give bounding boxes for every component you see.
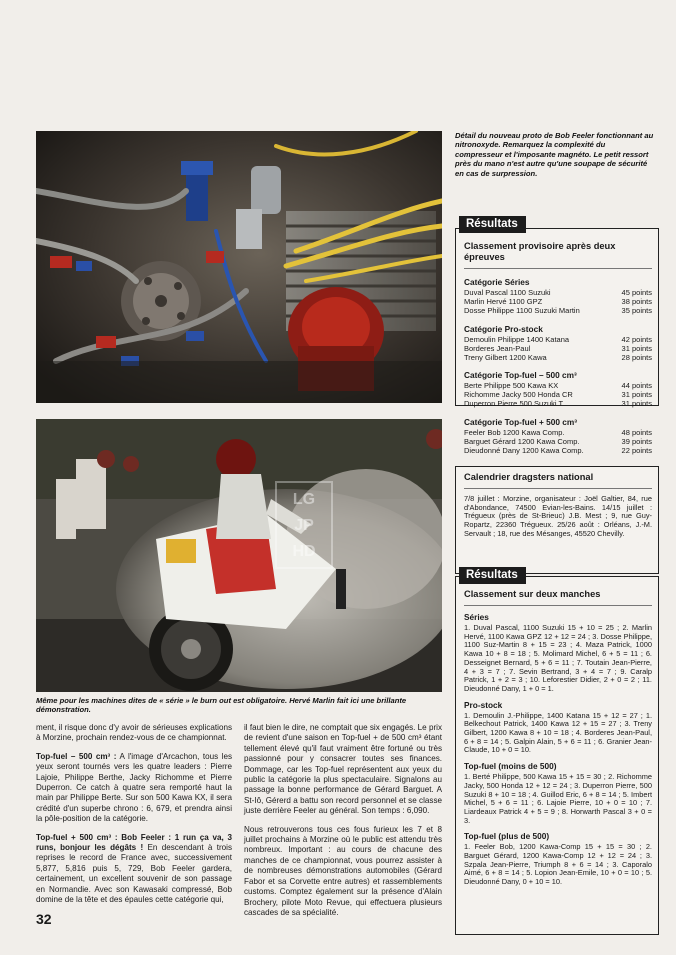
- page-number: 32: [36, 911, 52, 927]
- rider-name: Marlin Hervé 1100 GPZ: [464, 296, 543, 306]
- rider-name: Berte Philippe 500 Kawa KX: [464, 381, 559, 391]
- results-box-standings: [455, 218, 659, 455]
- rider-points: 38 points: [621, 296, 652, 306]
- burnout-photo: [36, 419, 442, 692]
- results-section: [464, 831, 652, 887]
- rider-points: 44 points: [621, 381, 652, 391]
- article-column-2: [244, 723, 442, 926]
- standings-category: [464, 417, 652, 456]
- results-tag: Résultats: [459, 567, 526, 584]
- section-text: 1. Berté Philippe, 500 Kawa 15 + 15 = 30 ; 2. Richomme Jacky, 500 Honda 12 + 12 = 24 ; 3. Duperron Pierre, 500 Suzuki 8 + 10 = 18 ; 4. Guillod Eric, 6 + 8 = 14 ; 5. Imbert Michel, 5 + 6 = 11 ; 6. Lajoie Pierre, 10 + 0 = 10 ; 7. Liardeaux Patrick 4 + 5 = 9 ; 8. Horwarth Pascal 3 + 0 = 3.: [464, 772, 652, 825]
- category-title: Catégorie Top-fuel – 500 cm³: [464, 370, 577, 381]
- rider-points: 39 points: [621, 437, 652, 447]
- results-section: [464, 761, 652, 825]
- section-title: Top-fuel (moins de 500): [464, 761, 557, 772]
- rider-name: Richomme Jacky 500 Honda CR: [464, 390, 573, 400]
- section-text: 1. Demoulin J.-Philippe, 1400 Katana 15 + 12 = 27 ; 1. Belkechout Patrick, 1400 Kawa 12 + 15 = 27 ; 3. Treny Gilbert, 1200 Kawa 8 + 10 = 18 ; 4. Borderes Jean-Paul, 6 + 8 = 14 ; 5. Galpin Alain, 5 + 6 = 11 ; 6. Granier Jean-Claude, 10 + 0 = 10.: [464, 710, 652, 755]
- rider-points: 48 points: [621, 428, 652, 438]
- rider-name: Duval Pascal 1100 Suzuki: [464, 288, 551, 297]
- photo-caption-burnout: Même pour les machines dites de « série » le burn out est obligatoire. Hervé Marlin fait ici une brillante démonstration.: [36, 696, 407, 715]
- section-text: 1. Duval Pascal, 1100 Suzuki 15 + 10 = 25 ; 2. Marlin Hervé, 1100 Kawa GPZ 12 + 12 = 24 ; 3. Dosse Philippe, 1100 Suz-Martin 8 + 15 = 23 ; 4. Maza Patrick, 1000 Kawa 10 + 8 = 18 ; 5. Molimard Michel, 6 + 5 = 11 ; 6. Desseignet Bernard, 5 + 6 = 11 ; 7. Toutain Jean-Pierre, 4 + 3 = 7 ; 7. Sevin Bertrand, 3 + 4 = 7 ; 9. Caralp Patrick, 1 + 2 = 3 ; 10. Leforestier Didier, 2 + 0 = 2 ; 11. Dieudonné Dany, 1 + 0 = 1.: [464, 623, 652, 693]
- category-title: Catégorie Séries: [464, 277, 530, 287]
- results-box-two-rounds: [455, 569, 659, 935]
- rider-name: Dosse Philippe 1100 Suzuki Martin: [464, 305, 580, 315]
- rider-name: Demoulin Philippe 1400 Katana: [464, 334, 570, 344]
- rider-name: Barguet Gérard 1200 Kawa Comp.: [464, 437, 580, 447]
- rider-points: 45 points: [621, 288, 652, 297]
- rider-name: Borderes Jean-Paul: [464, 343, 531, 353]
- standings-category: [464, 324, 652, 363]
- article-paragraph: il faut bien le dire, ne comptait que six engagés. Le prix de revient d'une saison en Top-fuel + de 500 cm³ étant tellement élevé qu'il faut vraiment être fortuné ou très passionné pour y consacrer toutes ses finances. Dommage, car les Top-fuel représentent aux yeux du public la catégorie la plus spectaculaire. Signalons au passage la bonne performance de Gérard Barguet. A St-Iô, Gérerd a battu son record personnel et se classe juste derrière Feeler au général. Son temps : 6,090.: [244, 723, 442, 816]
- section-title: Séries: [464, 612, 489, 622]
- watermark: [274, 480, 334, 570]
- section-title: Top-fuel (plus de 500): [464, 831, 550, 842]
- rider-name: Treny Gilbert 1200 Kawa: [464, 352, 547, 362]
- category-title: Catégorie Top-fuel + 500 cm³: [464, 417, 578, 428]
- rider-points: 35 points: [621, 305, 652, 315]
- rider-points: 31 points: [621, 399, 652, 409]
- svg-text:JP: JP: [294, 517, 314, 534]
- category-title: Catégorie Pro-stock: [464, 323, 543, 334]
- calendar-title: Calendrier dragsters national: [464, 472, 594, 482]
- rider-points: 22 points: [621, 445, 652, 455]
- section-text: 1. Feeler Bob, 1200 Kawa-Comp 15 + 15 = 30 ; 2. Barguet Gérard, 1200 Kawa-Comp 12 + 12 = 24 ; 3. Szpala Jean-Pierre, Triumph 8 + 6 = 14 ; 3. Caporalo Aimé, 6 + 8 = 14 ; 5. Lopion Jean-Emile, 10 + 0 = 10 ; 5. Dieudonné Dany, 0 + 10 = 10.: [464, 842, 652, 887]
- article-column-1: [36, 723, 232, 914]
- article-paragraph: ment, il risque donc d'y avoir de sérieuses explications à Morzine, prochain rendez-vous de ce championnat.: [36, 723, 232, 743]
- photo-caption-engine: Détail du nouveau proto de Bob Feeler fonctionnant au nitronoxyde. Remarquez la complexité du compresseur et l'imposante magnéto. Le petit ressort près du mano n'est autre qu'une soupape de sécurité en cas de surpression.: [455, 131, 654, 178]
- rider-points: 31 points: [621, 390, 652, 400]
- two-rounds-title: Classement sur deux manches: [464, 589, 601, 599]
- standings-title: Classement provisoire après deux épreuves: [464, 241, 616, 262]
- rider-points: 28 points: [621, 352, 652, 362]
- rider-name: Duperron Pierre 500 Suzuki T: [464, 399, 564, 409]
- section-title: Pro-stock: [464, 699, 503, 710]
- rider-points: 31 points: [621, 343, 652, 353]
- calendar-box: [455, 466, 659, 574]
- article-paragraph: Nous retrouverons tous ces fous furieux les 7 et 8 juillet prochains à Morzine où le public est attendu très nombreux. Important : au cours de chacune des manches de ce championnat, vous pourrez assister à de nombreuses démonstrations automobiles (Gérard Fabor et sa Corvette entre autres) et rassemblements customs. Comptez également sur la présence d'Alain Brochery, pilote Moto Revue, qui effectuera plusieurs cascades de sa spécialité.: [244, 824, 442, 917]
- rider-points: 42 points: [621, 334, 652, 344]
- rider-name: Dieudonné Dany 1200 Kawa Comp.: [464, 445, 584, 455]
- article-paragraph: Top-fuel + 500 cm³ : Bob Feeler : 1 run ça va, 3 runs, bonjour les dégâts ! En descendant à trois reprises le record de France avec, successivement 5,877, 5,816 puis 5, 729, Bob Feeler gardera, certainement, un excellent souvenir de son passage en Normandie. Avec son Kawasaki compressé, Bob domine de la tête et des épaules cette catégorie qui,: [36, 832, 232, 905]
- standings-category: [464, 370, 652, 409]
- svg-text:LG: LG: [292, 491, 316, 508]
- results-tag: Résultats: [459, 216, 526, 233]
- results-section: [464, 700, 652, 756]
- standings-category: [464, 277, 652, 316]
- results-section: [464, 612, 652, 694]
- rider-name: Feeler Bob 1200 Kawa Comp.: [464, 428, 565, 438]
- calendar-text: 7/8 juillet : Morzine, organisateur : Joël Galtier, 84, rue d'Abondance, 74500 Evian-les-Bains. 14/15 juillet : Trégueux (près de St-Brieuc) J.B. Mest ; 9, rue Guy-Ropartz, 22360 Trégueux. 25/26 août : Orléans, J.-M. Servault ; 18, rue des Mésanges, 45520 Chevilly.: [464, 494, 652, 538]
- engine-photo: [36, 131, 442, 403]
- article-paragraph: Top-fuel – 500 cm³ : A l'image d'Arcachon, tous les yeux seront tournés vers les quatre leaders : Pierre Lajoie, Philippe Berthe, Jacky Richomme et Pierre Duperron. Ce catch à quatre sera remporté haut la main par Philippe Berte. Sur son 500 Kawa KX, il sera crédité d'un superbe chrono : 6, 679, et prendra ainsi la pôle-position de la catégorie.: [36, 751, 232, 824]
- svg-text:HD: HD: [292, 543, 316, 560]
